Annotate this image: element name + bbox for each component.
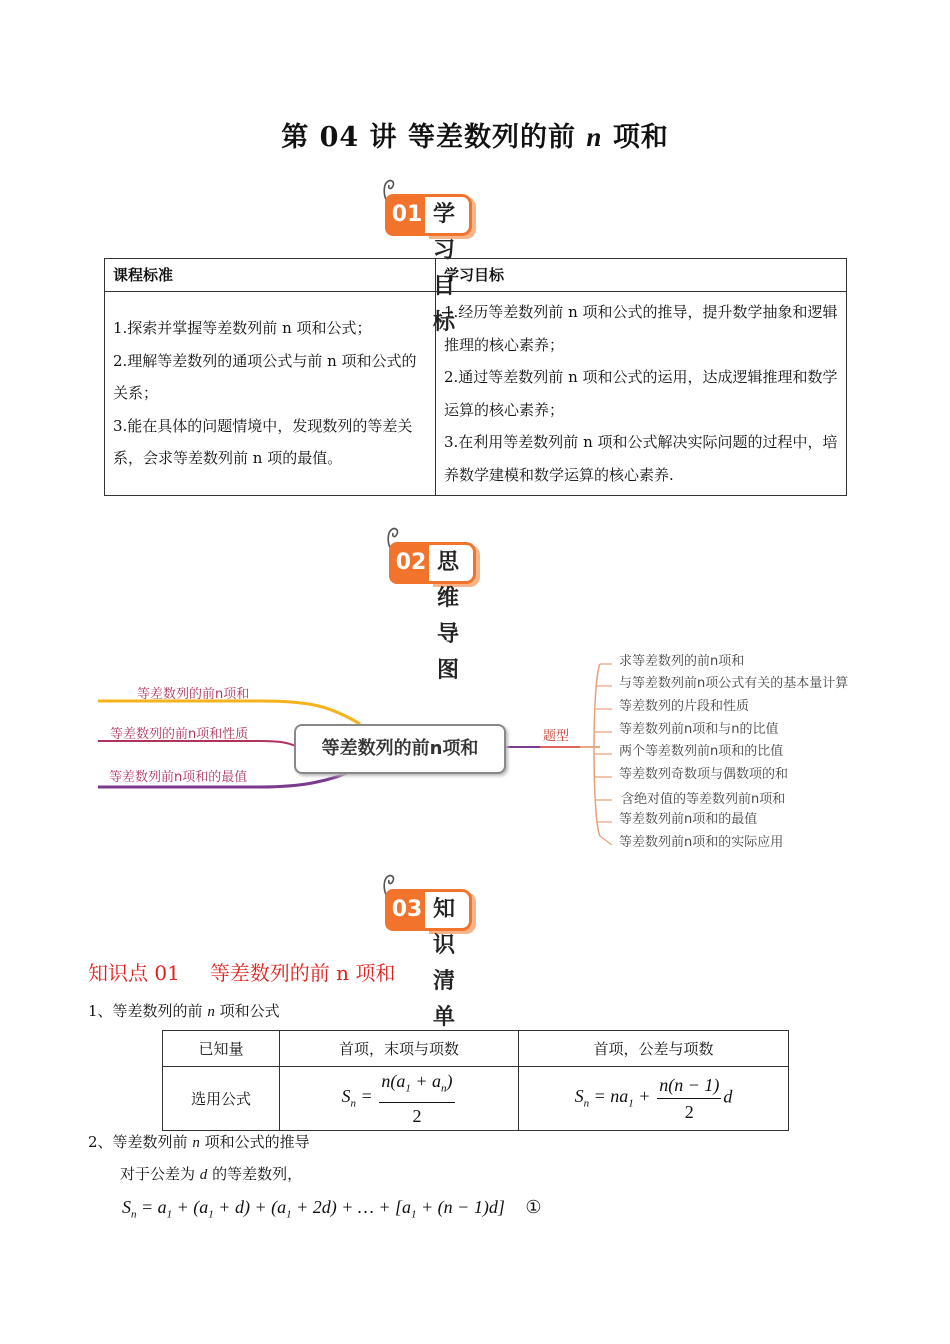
formula-cell: 首项，公差与项数 — [519, 1031, 789, 1067]
mindmap-right-item: 等差数列奇数项与偶数项的和 — [619, 767, 789, 782]
mindmap-left-branch: 等差数列的前n项和 — [137, 687, 250, 702]
mindmap-right-item: 等差数列前n项和的实际应用 — [619, 835, 784, 850]
mindmap-center-node: 等差数列的前n项和 — [294, 724, 506, 774]
mindmap-left-branch: 等差数列的前n项和性质 — [110, 727, 249, 742]
section-label: 学习目标 — [425, 194, 472, 236]
standards-cell — [105, 292, 436, 496]
formula-sn-first-diff: $S_n = na_1$ + $\frac{n(n - 1)}{2}$ d — [519, 1067, 789, 1131]
standard-item: 2.理解等差数列的通项公式与前 n 项和公式的关系； — [113, 351, 417, 403]
goals-table — [104, 258, 847, 496]
header-objectives: 学习目标 — [436, 259, 847, 292]
derivation-intro: 对于公差为 d 的等差数列， — [120, 1165, 303, 1183]
section-label: 知识清单 — [425, 889, 472, 931]
formula-cell: 首项，末项与项数 — [280, 1031, 519, 1067]
equation-number: ① — [525, 1197, 542, 1217]
mindmap-right-item: 含绝对值的等差数列前n项和 — [621, 792, 786, 807]
knowledge-point-heading: 知识点 01 等差数列的前 n 项和 — [88, 961, 396, 985]
formula-cell: 已知量 — [163, 1031, 280, 1067]
section-number: 01 — [385, 194, 429, 236]
derivation-equation: $S_n = a_1 + (a_1 + d) + (a_1 + 2d)$ + … + $[a_1 + (n - 1)d]$ ① — [122, 1197, 542, 1221]
objective-item: 3.在利用等差数列前 n 项和公式解决实际问题的过程中，培养数学建模和数学运算的核心素养. — [444, 433, 838, 484]
page-title: 第 04 讲 等差数列的前 n 项和 — [281, 122, 669, 153]
formula-table — [162, 1030, 789, 1131]
mindmap-right-item: 等差数列前n项和与n的比值 — [619, 722, 779, 737]
objective-item: 2.通过等差数列前 n 项和公式的运用，达成逻辑推理和数学运算的核心素养； — [444, 368, 838, 419]
mindmap-right-item: 与等差数列前n项公式有关的基本量计算 — [619, 676, 849, 691]
formula-sn-first-last: $S_n$ = $\frac{n(a_1 + a_n)}{2}$ — [280, 1067, 519, 1131]
mindmap-left-branch: 等差数列前n项和的最值 — [109, 770, 248, 785]
section-number: 03 — [385, 889, 429, 931]
header-standards: 课程标准 — [105, 259, 436, 292]
item1-heading: 1、等差数列的前 n 项和公式 — [88, 1002, 280, 1020]
item2-heading: 2、等差数列前 n 项和公式的推导 — [88, 1133, 310, 1151]
mindmap-right-item: 求等差数列的前n项和 — [619, 654, 745, 669]
objectives-cell — [436, 292, 847, 496]
mindmap-right-label: 题型 — [543, 729, 570, 744]
section-number: 02 — [389, 542, 433, 584]
section-label: 思维导图 — [429, 542, 476, 584]
title-variable: n — [586, 122, 603, 152]
objective-item: 1.经历等差数列前 n 项和公式的推导，提升数学抽象和逻辑推理的核心素养； — [444, 303, 838, 354]
mindmap-right-item: 等差数列的片段和性质 — [619, 699, 750, 714]
mindmap-right-item: 等差数列前n项和的最值 — [619, 812, 758, 827]
mindmap-right-item: 两个等差数列前n项和的比值 — [619, 744, 784, 759]
standard-item: 1.探索并掌握等差数列前 n 项和公式； — [113, 319, 372, 338]
formula-cell: 选用公式 — [163, 1067, 280, 1131]
standard-item: 3.能在具体的问题情境中，发现数列的等差关系，会求等差数列前 n 项的最值。 — [113, 416, 413, 468]
